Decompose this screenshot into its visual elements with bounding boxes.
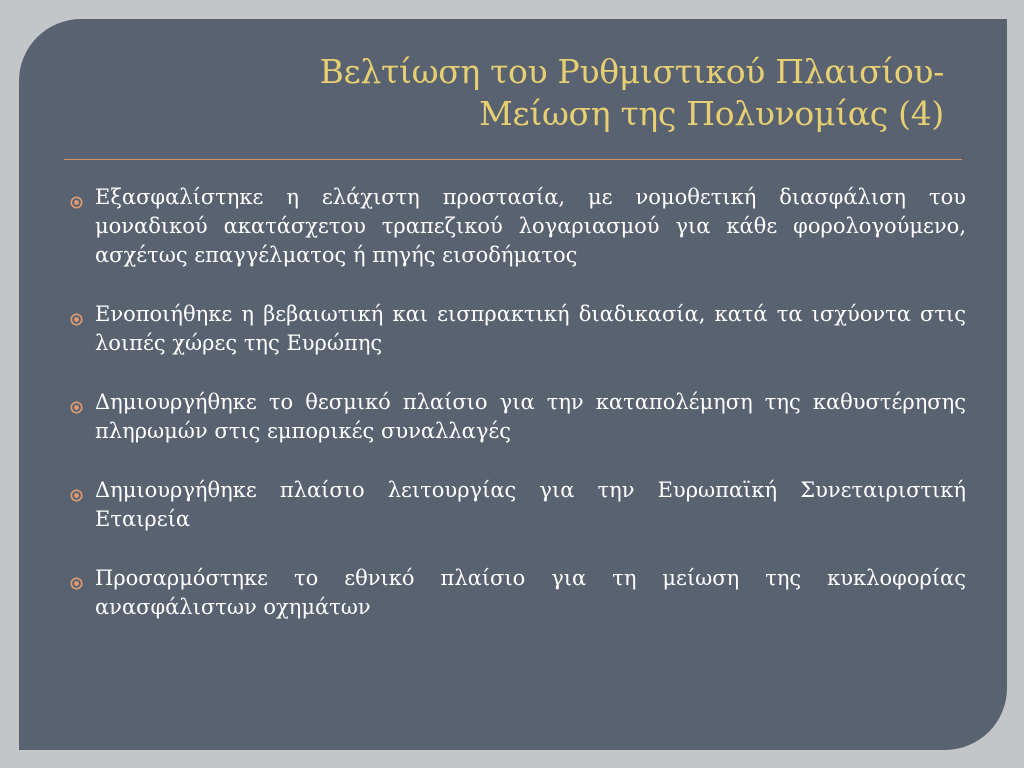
bullet-text-4: Δημιουργήθηκε πλαίσιο λειτουργίας για την Ευρωπαϊκή Συνεταιριστική Εταιρεία xyxy=(95,478,966,531)
title-line-2: Μείωση της Πολυνομίας (4) xyxy=(479,94,944,133)
bullet-item-5 xyxy=(66,564,966,622)
title-divider xyxy=(64,159,962,160)
slide-panel xyxy=(19,19,1007,750)
target-bullet-icon xyxy=(70,313,83,326)
slide-title xyxy=(84,51,944,135)
bullet-item-3 xyxy=(66,388,966,446)
bullet-text-5: Προσαρμόστηκε το εθνικό πλαίσιο για τη μείωση της κυκλοφορίας ανασφάλιστων οχημάτων xyxy=(95,566,966,619)
bullet-text-1: Εξασφαλίστηκε η ελάχιστη προστασία, με νομοθετική διασφάλιση του μοναδικού ακατάσχετου τραπεζικού λογαριασμού για κάθε φορολογούμενο, ασχέτως επαγγέλματος ή πηγής εισοδήματος xyxy=(95,185,966,267)
target-bullet-icon xyxy=(70,489,83,502)
target-bullet-icon xyxy=(70,196,83,209)
bullet-text-2: Ενοποιήθηκε η βεβαιωτική και εισπρακτική διαδικασία, κατά τα ισχύοντα στις λοιπές χώρες της Ευρώπης xyxy=(95,302,966,355)
bullet-list xyxy=(66,183,966,652)
bullet-item-2 xyxy=(66,300,966,358)
bullet-item-4 xyxy=(66,476,966,534)
title-line-1: Βελτίωση του Ρυθμιστικού Πλαισίου- xyxy=(319,52,944,91)
bullet-item-1 xyxy=(66,183,966,270)
bullet-text-3: Δημιουργήθηκε το θεσμικό πλαίσιο για την καταπολέμηση της καθυστέρησης πληρωμών στις εμπορικές συναλλαγές xyxy=(95,390,966,443)
target-bullet-icon xyxy=(70,577,83,590)
target-bullet-icon xyxy=(70,401,83,414)
